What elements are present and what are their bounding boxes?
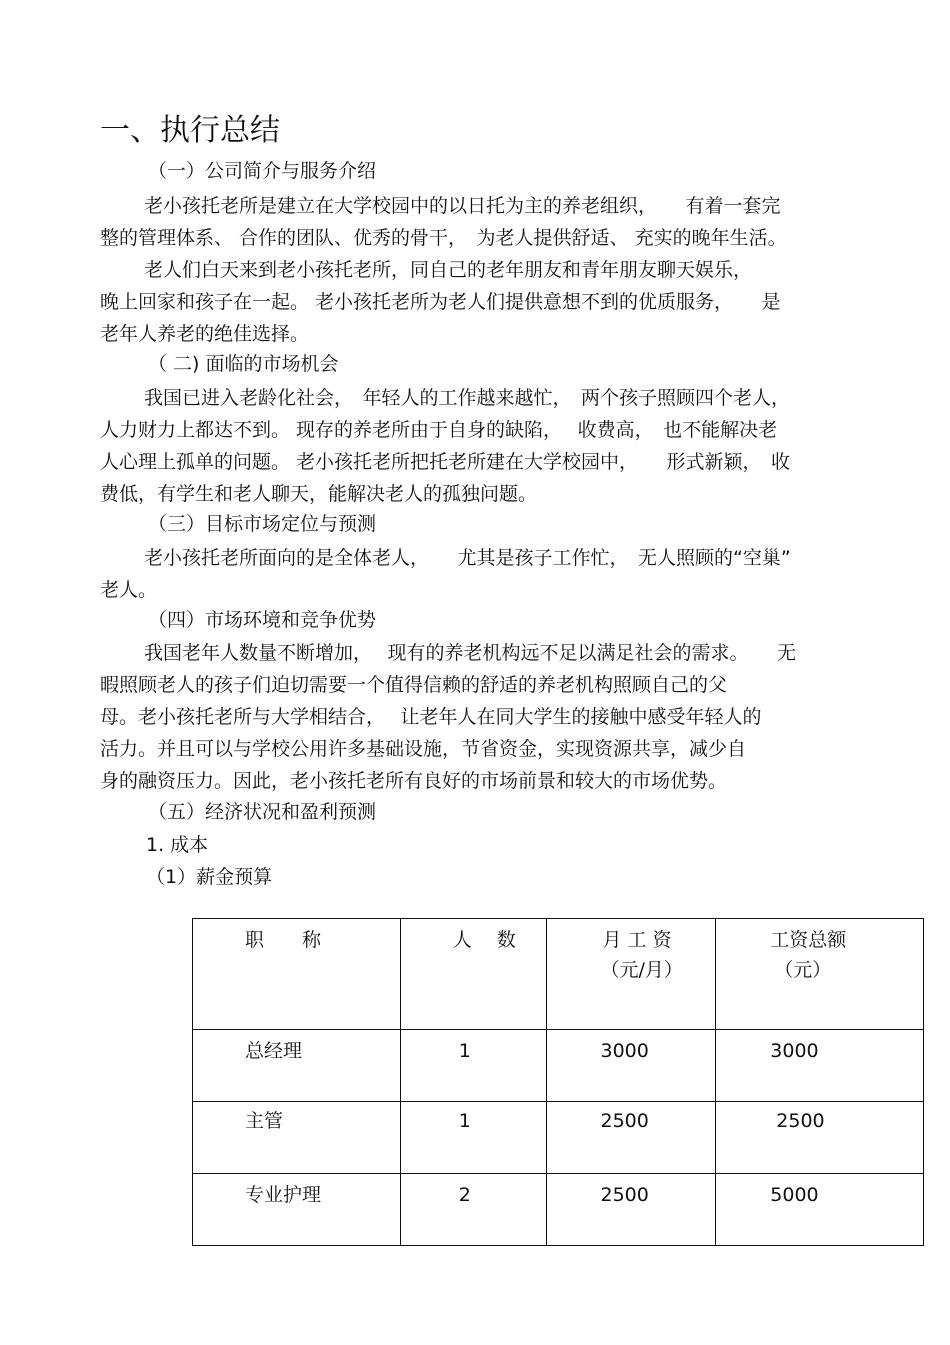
cell-title: 专业护理 <box>245 1184 322 1206</box>
cell-count: 2 <box>458 1184 471 1206</box>
section-heading-competitive-advantage: （四）市场环境和竞争优势 <box>148 609 377 631</box>
cell-title: 总经理 <box>245 1040 303 1062</box>
section-heading-company-intro: （一）公司简介与服务介绍 <box>148 160 377 182</box>
cell-count: 1 <box>458 1110 471 1132</box>
list-item-cost: 1. 成本 <box>146 834 209 856</box>
paragraph-line: 晚上回家和孩子在一起。 老小孩托老所为老人们提供意想不到的优质服务， 是 <box>100 291 781 313</box>
header-monthly-label: 月 工 资 <box>602 929 672 951</box>
header-total-unit: （元） <box>774 959 832 981</box>
cell-monthly: 2500 <box>600 1184 649 1206</box>
paragraph-service-intro <box>100 254 852 350</box>
section-heading-financial-forecast: （五）经济状况和盈利预测 <box>148 801 377 823</box>
paragraph-line: 暇照顾老人的孩子们迫切需要一个值得信赖的舒适的养老机构照顾自己的父 <box>100 674 728 696</box>
list-item-salary-budget: （1）薪金预算 <box>146 866 273 888</box>
paragraph-line: 整的管理体系、 合作的团队、优秀的骨干， 为老人提供舒适、 充实的晚年生活。 <box>100 227 787 249</box>
header-cell-title <box>193 919 401 1030</box>
header-cell-monthly <box>546 919 716 1030</box>
table-header-row <box>193 919 924 1030</box>
paragraph-line: 母。老小孩托老所与大学相结合， 让老年人在同大学生的接触中感受年轻人的 <box>100 706 762 728</box>
cell-monthly: 2500 <box>600 1110 649 1132</box>
header-total-label: 工资总额 <box>770 929 847 951</box>
cell-total: 5000 <box>770 1184 819 1206</box>
table-row <box>193 1030 924 1102</box>
cell-monthly: 3000 <box>600 1040 649 1062</box>
paragraph-line: 老小孩托老所是建立在大学校园中的以日托为主的养老组织， 有着一套完 <box>144 195 781 217</box>
paragraph-market-opportunity <box>100 382 852 510</box>
table-row <box>193 1102 924 1174</box>
paragraph-line: 身的融资压力。因此，老小孩托老所有良好的市场前景和较大的市场优势。 <box>100 770 728 792</box>
paragraph-line: 老人们白天来到老小孩托老所，同自己的老年朋友和青年朋友聊天娱乐， <box>144 259 753 281</box>
cell-total: 2500 <box>776 1110 825 1132</box>
header-title-label: 职 称 <box>245 929 322 951</box>
header-cell-count <box>400 919 546 1030</box>
header-cell-total <box>716 919 924 1030</box>
section-heading-target-market: （三）目标市场定位与预测 <box>148 513 377 535</box>
cell-title: 主管 <box>245 1110 284 1132</box>
cell-count: 1 <box>458 1040 471 1062</box>
paragraph-line: 老小孩托老所面向的是全体老人， 尤其是孩子工作忙， 无人照顾的“空巢” <box>144 547 791 569</box>
paragraph-company-intro <box>100 190 852 254</box>
paragraph-line: 人力财力上都达不到。 现存的养老所由于自身的缺陷， 收费高， 也不能解决老 <box>100 419 778 441</box>
section-heading-market-opportunity: （ 二) 面临的市场机会 <box>148 353 339 375</box>
header-count-label: 人 数 <box>452 929 516 951</box>
document-title: 一、执行总结 <box>100 113 280 148</box>
table-row <box>193 1174 924 1246</box>
paragraph-line: 我国老年人数量不断增加， 现有的养老机构远不足以满足社会的需求。 无 <box>144 642 797 664</box>
paragraph-line: 人心理上孤单的问题。 老小孩托老所把托老所建在大学校园中， 形式新颖， 收 <box>100 451 791 473</box>
paragraph-line: 我国已进入老龄化社会， 年轻人的工作越来越忙， 两个孩子照顾四个老人， <box>144 387 791 409</box>
cell-total: 3000 <box>770 1040 819 1062</box>
header-monthly-unit: （元/月） <box>600 959 683 981</box>
paragraph-line: 费低，有学生和老人聊天，能解决老人的孤独问题。 <box>100 483 538 505</box>
paragraph-line: 老人。 <box>100 579 158 601</box>
paragraph-target-market <box>100 542 852 606</box>
salary-budget-table <box>192 918 924 1246</box>
paragraph-line: 活力。并且可以与学校公用许多基础设施，节省资金，实现资源共享，减少自 <box>100 738 747 760</box>
paragraph-line: 老年人养老的绝佳选择。 <box>100 323 310 345</box>
paragraph-competitive-advantage <box>100 637 852 797</box>
